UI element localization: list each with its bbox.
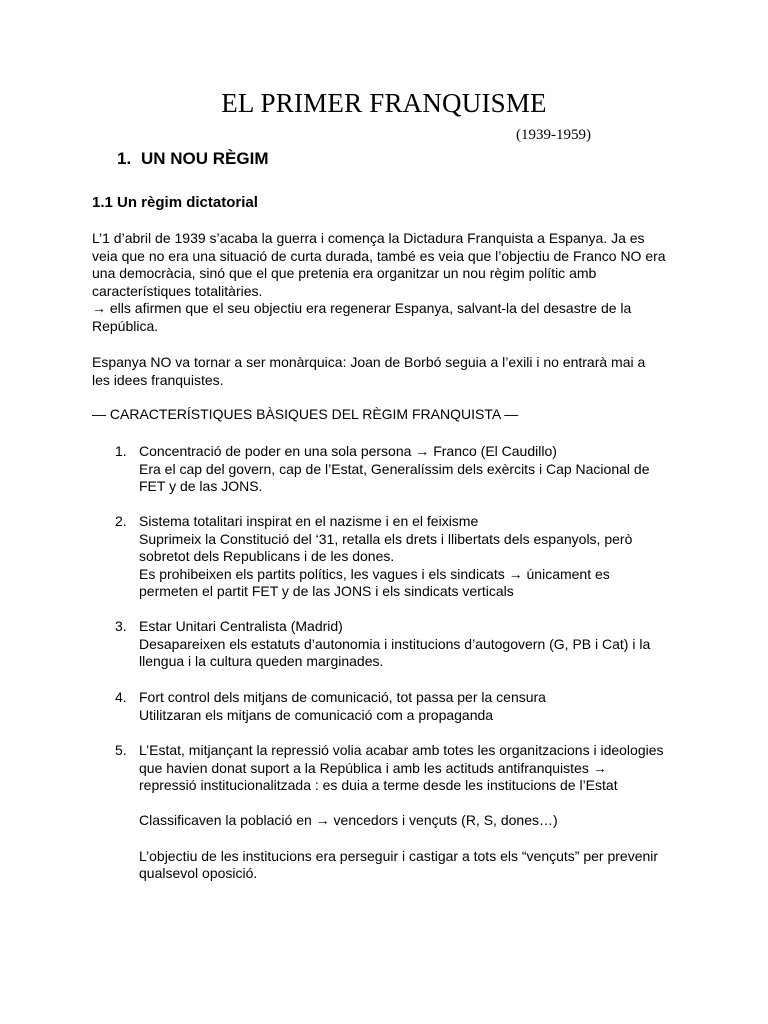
text-line: permeten el partit FET y de las JONS i els sindicats verticals: [139, 583, 514, 600]
list-item-number: 3.: [115, 618, 127, 634]
text-line: Concentració de poder en una sola persona → Franco (El Caudillo): [139, 443, 557, 459]
date-range: (1939-1959): [516, 127, 591, 143]
text-line: Fort control dels mitjans de comunicació, tot passa per la censura: [139, 689, 546, 705]
blank-line: [139, 795, 699, 813]
paragraph-monarchy: [92, 354, 672, 389]
list-item-body: [139, 513, 699, 601]
paragraph-intro: [92, 230, 672, 336]
text-line: L’Estat, mitjançant la repressió volia acabar amb totes les organitzacions i ideologies: [139, 742, 664, 758]
subsection-heading: 1.1 Un règim dictatorial: [92, 194, 258, 211]
list-item-body: [139, 618, 699, 671]
list-item-number: 5.: [115, 742, 127, 758]
text-line: veia que no era una situació de curta durada, també es veia que l’objectiu de Franco NO era: [92, 247, 666, 264]
list-item-body: [139, 443, 699, 496]
text-line: Era el cap del govern, cap de l’Estat, Generalíssim dels exèrcits i Cap Nacional de: [139, 460, 650, 477]
text-line: Es prohibeixen els partits polítics, les vagues i els sindicats → únicament es: [139, 565, 610, 582]
text-line: Suprimeix la Constitució del ‘31, retalla els drets i llibertats dels espanyols, però: [139, 530, 633, 547]
text-line: FET y de las JONS.: [139, 478, 263, 495]
text-line: República.: [92, 317, 159, 334]
text-line: qualsevol oposició.: [139, 865, 258, 882]
list-item-number: 2.: [115, 513, 127, 529]
text-line: una democràcia, sinó que el que pretenia era organitzar un nou règim polític amb: [92, 265, 597, 282]
text-line: L’objectiu de les institucions era perseguir i castigar a tots els “vençuts” per prevenir: [139, 847, 659, 864]
text-line: Sistema totalitari inspirat en el nazisme i en el feixisme: [139, 513, 479, 529]
section-heading: [117, 149, 269, 169]
document-title: EL PRIMER FRANQUISME: [221, 88, 547, 118]
text-line: L’1 d’abril de 1939 s’acaba la guerra i comença la Dictadura Franquista a Espanya. Ja es: [92, 230, 645, 246]
section-title: UN NOU RÈGIM: [141, 149, 269, 168]
text-line: → ells afirmen que el seu objectiu era regenerar Espanya, salvant-la del desastre de la: [92, 300, 632, 317]
list-item-number: 4.: [115, 689, 127, 705]
text-line: que havien donat suport a la República i amb les actituds antifranquistes →: [139, 759, 607, 776]
text-line: Desapareixen els estatuts d’autonomia i institucions d’autogovern (G, PB i Cat) i la: [139, 635, 651, 652]
characteristics-heading: [92, 406, 672, 424]
text-line: Estar Unitari Centralista (Madrid): [139, 618, 343, 634]
text-line: les idees franquistes.: [92, 371, 224, 388]
text-line: sobretot dels Republicans i de les dones.: [139, 548, 395, 565]
list-item-body: [139, 689, 699, 724]
list-item-number: 1.: [115, 443, 127, 459]
text-line: — CARACTERÍSTIQUES BÀSIQUES DEL RÈGIM FRANQUISTA —: [92, 406, 519, 422]
blank-line: [139, 830, 699, 848]
text-line: Classificaven la població en → vencedors i vençuts (R, S, dones…): [139, 812, 558, 829]
text-line: llengua i la cultura queden marginades.: [139, 653, 384, 670]
list-item-body: [139, 742, 699, 883]
text-line: repressió institucionalitzada : es duia a terme desde les institucions de l’Estat: [139, 777, 618, 794]
text-line: Utilitzaran els mitjans de comunicació com a propaganda: [139, 706, 494, 723]
section-number: 1.: [117, 149, 132, 168]
text-line: Espanya NO va tornar a ser monàrquica: Joan de Borbó seguia a l’exili i no entrarà mai a: [92, 354, 646, 370]
text-line: característiques totalitàries.: [92, 282, 263, 299]
